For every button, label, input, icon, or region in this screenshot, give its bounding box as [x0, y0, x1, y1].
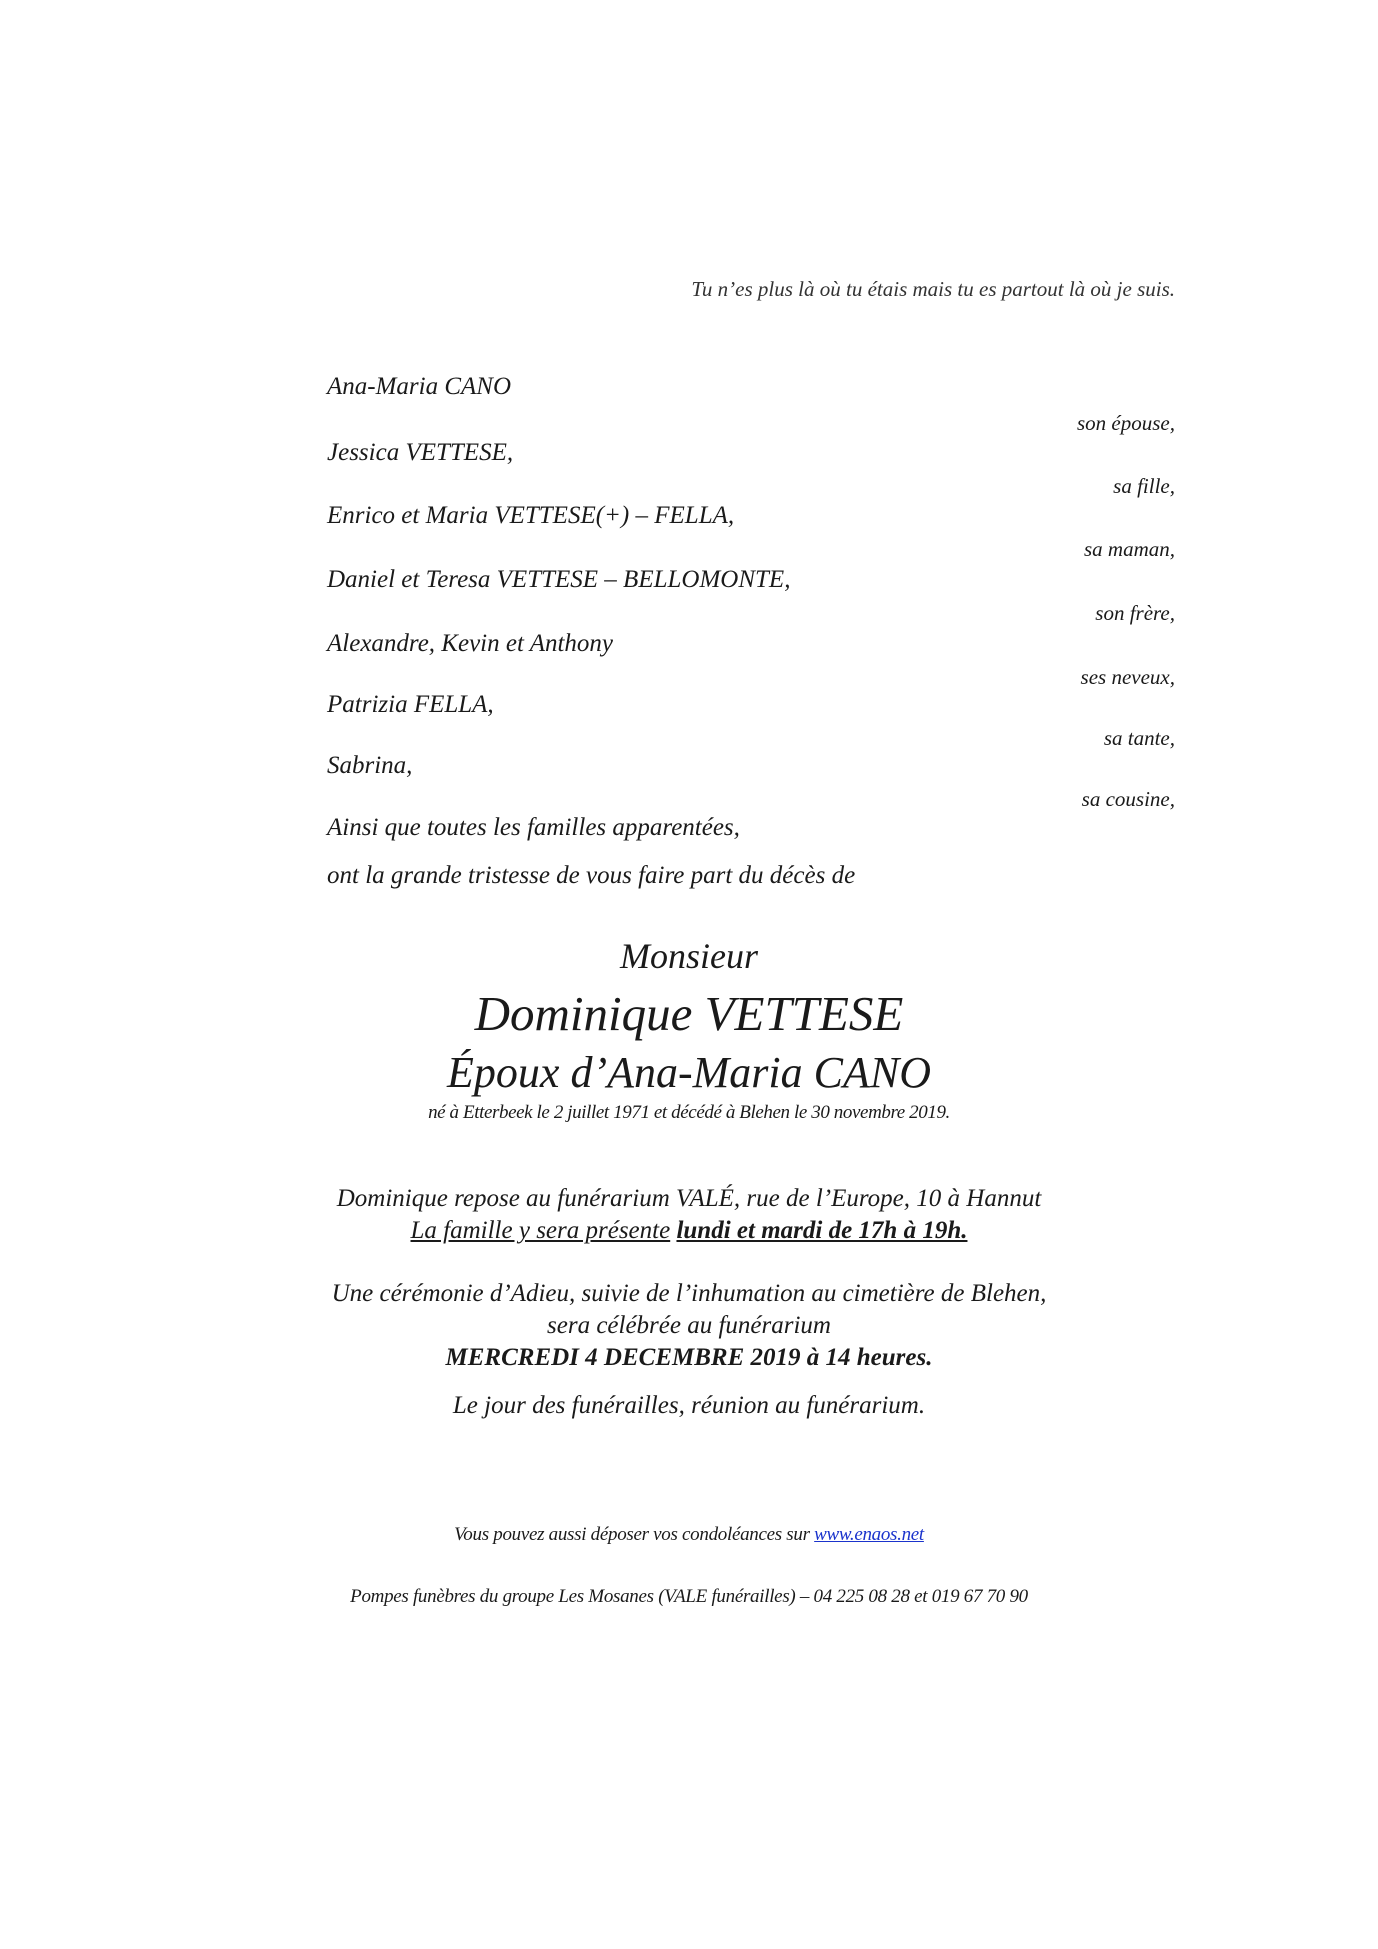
ceremony-line-2: sera célébrée au funérarium — [547, 1312, 831, 1339]
family-name-2: Jessica VETTESE, — [327, 439, 514, 466]
presence-prefix: La famille y sera présente — [410, 1217, 671, 1244]
ceremony-line-1: Une cérémonie d’Adieu, suivie de l’inhumation au cimetière de Blehen, — [331, 1280, 1047, 1307]
ceremony-date: MERCREDI 4 DECEMBRE 2019 à 14 heures. — [445, 1344, 933, 1371]
family-relation-6: sa tante, — [1103, 726, 1175, 750]
deceased-dates: né à Etterbeek le 2 juillet 1971 et décédé à Blehen le 30 novembre 2019. — [428, 1102, 950, 1123]
family-name-4: Daniel et Teresa VETTESE – BELLOMONTE, — [327, 566, 791, 593]
condolences-link[interactable]: www.enaos.net — [814, 1524, 924, 1545]
family-relation-3: sa maman, — [1083, 537, 1175, 561]
reunion-line: Le jour des funérailles, réunion au funérarium. — [452, 1392, 926, 1419]
family-name-1: Ana-Maria CANO — [327, 373, 512, 400]
presence-hours: lundi et mardi de 17h à 19h. — [676, 1217, 968, 1244]
family-name-7: Sabrina, — [327, 752, 413, 779]
repose-line: Dominique repose au funérarium VALÉ, rue de l’Europe, 10 à Hannut — [336, 1185, 1042, 1212]
family-name-6: Patrizia FELLA, — [327, 691, 494, 718]
presence-line — [0, 1217, 1378, 1245]
condolences-line — [0, 1524, 1378, 1546]
deceased-title: Monsieur — [620, 936, 758, 976]
funeral-home-line: Pompes funèbres du groupe Les Mosanes (VALE funérailles) – 04 225 08 28 et 019 67 70 90 — [350, 1586, 1028, 1607]
families-line: Ainsi que toutes les familles apparentées, — [327, 814, 740, 841]
quote-line: Tu n’es plus là où tu étais mais tu es partout là où je suis. — [691, 277, 1175, 301]
deceased-spouse: Époux d’Ana-Maria CANO — [447, 1048, 931, 1097]
announce-line: ont la grande tristesse de vous faire part du décès de — [327, 862, 856, 889]
deceased-name: Dominique VETTESE — [474, 986, 904, 1041]
family-relation-7: sa cousine, — [1081, 787, 1175, 811]
family-name-3: Enrico et Maria VETTESE(+) – FELLA, — [327, 502, 735, 529]
family-relation-5: ses neveux, — [1080, 665, 1175, 689]
family-name-5: Alexandre, Kevin et Anthony — [327, 630, 614, 657]
family-relation-2: sa fille, — [1113, 474, 1175, 498]
condolences-prefix: Vous pouvez aussi déposer vos condoléances sur — [454, 1524, 810, 1545]
family-relation-4: son frère, — [1095, 601, 1175, 625]
family-relation-1: son épouse, — [1077, 411, 1175, 435]
